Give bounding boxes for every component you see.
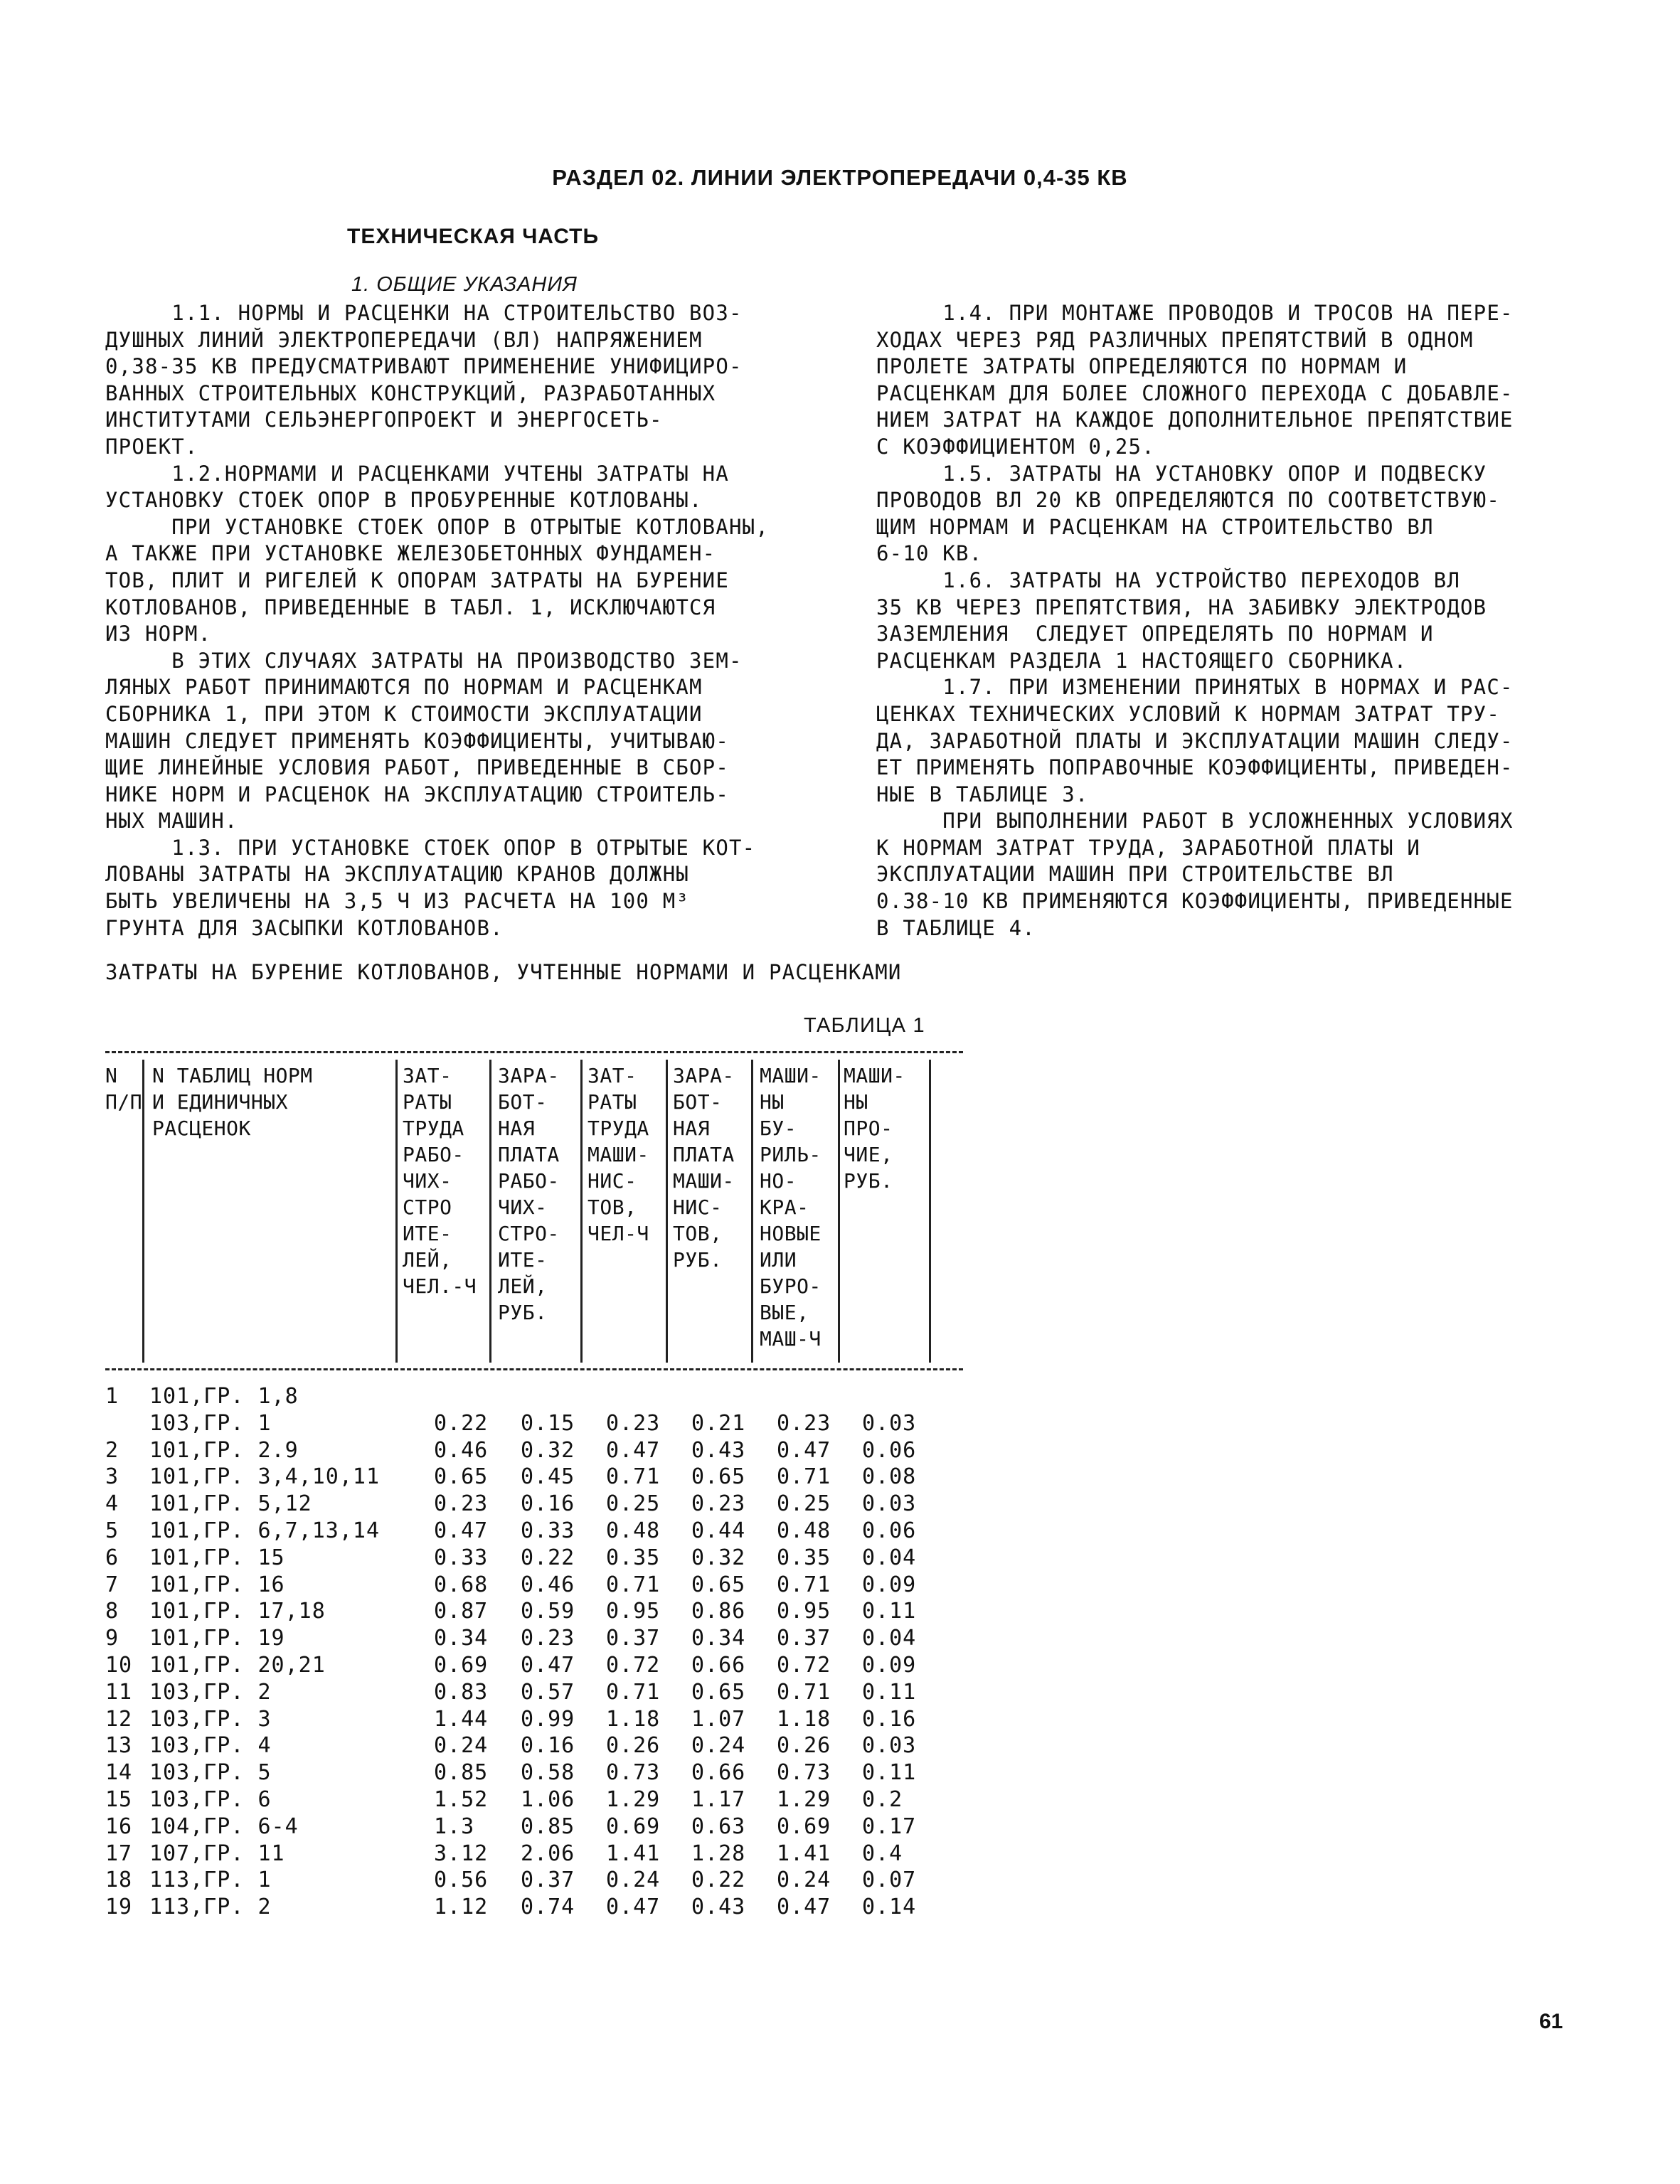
- row-value: 0.22: [434, 1410, 489, 1436]
- section-title: РАЗДЕЛ 02. ЛИНИИ ЭЛЕКТРОПЕРЕДАЧИ 0,4-35 КВ: [552, 165, 1128, 190]
- row-value: 0.73: [606, 1760, 661, 1786]
- text-line: 35 КВ ЧЕРЕЗ ПРЕПЯТСТВИЯ, НА ЗАБИВКУ ЭЛЕКТРОДОВ: [876, 595, 1487, 619]
- row-value: 0.16: [862, 1706, 917, 1732]
- row-value: 0.08: [862, 1464, 917, 1490]
- row-value: 0.63: [691, 1813, 746, 1839]
- row-value: 1.3: [434, 1813, 475, 1839]
- table-header-cell: ЗАРА- БОТ- НАЯ ПЛАТА МАШИ- НИС- ТОВ, РУБ.: [673, 1064, 735, 1272]
- row-reference: 101,ГР. 20,21: [149, 1653, 326, 1678]
- general-instructions-heading: 1. ОБЩИЕ УКАЗАНИЯ: [351, 273, 578, 296]
- row-value: 0.2: [862, 1787, 903, 1812]
- table-caption: ЗАТРАТЫ НА БУРЕНИЕ КОТЛОВАНОВ, УЧТЕННЫЕ НОРМАМИ И РАСЦЕНКАМИ: [105, 960, 902, 984]
- text-line: А ТАКЖЕ ПРИ УСТАНОВКЕ ЖЕЛЕЗОБЕТОННЫХ ФУНДАМЕН-: [105, 541, 716, 566]
- table-row: [105, 1680, 973, 1707]
- text-line: ИЗ НОРМ.: [105, 622, 212, 646]
- row-value: 0.72: [777, 1653, 831, 1678]
- row-number: 4: [105, 1491, 119, 1517]
- row-value: 0.74: [521, 1895, 575, 1920]
- table-row: [105, 1707, 973, 1734]
- table-column-separator: [142, 1060, 144, 1363]
- row-number: 5: [105, 1518, 119, 1543]
- left-text-column: [105, 300, 817, 942]
- text-line: ЦЕНКАХ ТЕХНИЧЕСКИХ УСЛОВИЙ К НОРМАМ ЗАТРАТ ТРУ-: [876, 701, 1500, 726]
- row-value: 0.58: [521, 1760, 575, 1786]
- page-number: 61: [1539, 2010, 1563, 2033]
- row-number: 16: [105, 1813, 133, 1839]
- row-value: 0.23: [434, 1491, 489, 1517]
- text-line: МАШИН СЛЕДУЕТ ПРИМЕНЯТЬ КОЭФФИЦИЕНТЫ, УЧИТЫВАЮ-: [105, 728, 729, 753]
- text-line: ХОДАХ ЧЕРЕЗ РЯД РАЗЛИЧНЫХ ПРЕПЯТСТВИЙ В ОДНОМ: [876, 327, 1474, 352]
- text-line: ГРУНТА ДЛЯ ЗАСЫПКИ КОТЛОВАНОВ.: [105, 915, 504, 940]
- table-header-cell: МАШИ- НЫ ПРО- ЧИЕ, РУБ.: [844, 1064, 905, 1193]
- text-line: ПРИ УСТАНОВКЕ СТОЕК ОПОР В ОТРЫТЫЕ КОТЛОВАНЫ,: [105, 514, 769, 539]
- row-value: 0.85: [521, 1813, 575, 1839]
- table-row: [105, 1787, 973, 1814]
- row-value: 0.99: [521, 1706, 575, 1732]
- row-value: 1.41: [606, 1841, 661, 1866]
- row-value: 0.34: [434, 1626, 489, 1651]
- table-row: [105, 1760, 973, 1787]
- row-number: 8: [105, 1599, 119, 1624]
- table-label: ТАБЛИЦА 1: [804, 1014, 925, 1037]
- row-value: 0.57: [521, 1679, 575, 1705]
- row-value: 2.06: [521, 1841, 575, 1866]
- text-line: ДА, ЗАРАБОТНОЙ ПЛАТЫ И ЭКСПЛУАТАЦИИ МАШИН СЛЕДУ-: [876, 728, 1514, 753]
- row-value: 0.47: [434, 1518, 489, 1543]
- row-value: 0.86: [691, 1599, 746, 1624]
- row-value: 0.32: [521, 1437, 575, 1463]
- row-value: 0.23: [521, 1626, 575, 1651]
- text-line: ЛОВАНЫ ЗАТРАТЫ НА ЭКСПЛУАТАЦИЮ КРАНОВ ДОЛЖНЫ: [105, 862, 690, 887]
- row-value: 0.65: [691, 1572, 746, 1597]
- text-line: ЭКСПЛУАТАЦИИ МАШИН ПРИ СТРОИТЕЛЬСТВЕ ВЛ: [876, 862, 1394, 887]
- row-value: 0.56: [434, 1868, 489, 1893]
- table-row: [105, 1841, 973, 1868]
- text-line: ПРОЛЕТЕ ЗАТРАТЫ ОПРЕДЕЛЯЮТСЯ ПО НОРМАМ И: [876, 354, 1408, 379]
- row-value: 0.06: [862, 1437, 917, 1463]
- table-row: [105, 1599, 973, 1626]
- text-line: НЫХ МАШИН.: [105, 809, 238, 833]
- row-value: 0.71: [777, 1464, 831, 1490]
- table-row: [105, 1895, 973, 1922]
- row-value: 1.29: [606, 1787, 661, 1812]
- text-line: НИКЕ НОРМ И РАСЦЕНОК НА ЭКСПЛУАТАЦИЮ СТРОИТЕЛЬ-: [105, 782, 729, 806]
- row-value: 0.04: [862, 1545, 917, 1570]
- row-value: 1.52: [434, 1787, 489, 1812]
- row-value: 0.69: [777, 1813, 831, 1839]
- table-column-separator: [489, 1060, 491, 1363]
- row-value: 0.26: [606, 1733, 661, 1759]
- table-row: [105, 1438, 973, 1465]
- row-number: 3: [105, 1464, 119, 1490]
- table-row: [105, 1626, 973, 1653]
- text-line: УСТАНОВКУ СТОЕК ОПОР В ПРОБУРЕННЫЕ КОТЛОВАНЫ.: [105, 488, 703, 513]
- row-value: 0.25: [606, 1491, 661, 1517]
- row-value: 0.47: [777, 1895, 831, 1920]
- row-value: 0.95: [777, 1599, 831, 1624]
- row-value: 0.48: [606, 1518, 661, 1543]
- row-value: 0.09: [862, 1653, 917, 1678]
- row-reference: 101,ГР. 16: [149, 1572, 285, 1597]
- row-value: 1.12: [434, 1895, 489, 1920]
- row-value: 0.07: [862, 1868, 917, 1893]
- row-reference: 101,ГР. 17,18: [149, 1599, 326, 1624]
- row-value: 0.43: [691, 1437, 746, 1463]
- text-line: 1.3. ПРИ УСТАНОВКЕ СТОЕК ОПОР В ОТРЫТЫЕ КОТ-: [105, 835, 756, 860]
- table-header-cell: МАШИ- НЫ БУ- РИЛЬ- НО- КРА- НОВЫЕ ИЛИ БУРО- ВЫЕ, МАШ-Ч: [760, 1064, 822, 1351]
- row-value: 0.65: [691, 1679, 746, 1705]
- table-row: [105, 1464, 973, 1491]
- row-value: 3.12: [434, 1841, 489, 1866]
- table-row: [105, 1384, 973, 1411]
- table-row: [105, 1545, 973, 1572]
- row-value: 0.43: [691, 1895, 746, 1920]
- row-value: 0.71: [606, 1464, 661, 1490]
- row-reference: 101,ГР. 2.9: [149, 1437, 299, 1463]
- row-reference: 113,ГР. 2: [149, 1895, 272, 1920]
- row-number: 7: [105, 1572, 119, 1597]
- table-row: [105, 1868, 973, 1895]
- row-value: 0.03: [862, 1733, 917, 1759]
- row-value: 0.03: [862, 1491, 917, 1517]
- text-line: ЩИМ НОРМАМ И РАСЦЕНКАМ НА СТРОИТЕЛЬСТВО ВЛ: [876, 514, 1434, 539]
- row-value: 0.09: [862, 1572, 917, 1597]
- text-line: В ТАБЛИЦЕ 4.: [876, 915, 1036, 940]
- row-value: 1.06: [521, 1787, 575, 1812]
- row-value: 0.33: [521, 1518, 575, 1543]
- row-reference: 101,ГР. 19: [149, 1626, 285, 1651]
- table-row: [105, 1653, 973, 1680]
- row-number: 11: [105, 1679, 133, 1705]
- row-value: 0.14: [862, 1895, 917, 1920]
- text-line: 1.7. ПРИ ИЗМЕНЕНИИ ПРИНЯТЫХ В НОРМАХ И РАС-: [876, 675, 1514, 700]
- table-row: [105, 1491, 973, 1518]
- row-value: 0.65: [434, 1464, 489, 1490]
- row-reference: 103,ГР. 4: [149, 1733, 272, 1759]
- row-reference: 103,ГР. 3: [149, 1706, 272, 1732]
- row-value: 0.66: [691, 1653, 746, 1678]
- text-line: НИЕМ ЗАТРАТ НА КАЖДОЕ ДОПОЛНИТЕЛЬНОЕ ПРЕПЯТСТВИЕ: [876, 407, 1514, 432]
- table-row: [105, 1411, 973, 1438]
- row-value: 1.17: [691, 1787, 746, 1812]
- row-value: 0.23: [691, 1491, 746, 1517]
- text-line: ПРИ ВЫПОЛНЕНИИ РАБОТ В УСЛОЖНЕННЫХ УСЛОВИЯХ: [876, 809, 1514, 833]
- row-value: 0.04: [862, 1626, 917, 1651]
- row-value: 0.26: [777, 1733, 831, 1759]
- row-value: 0.35: [777, 1545, 831, 1570]
- row-value: 1.44: [434, 1706, 489, 1732]
- row-value: 0.65: [691, 1464, 746, 1490]
- row-value: 0.37: [606, 1626, 661, 1651]
- row-value: 0.11: [862, 1599, 917, 1624]
- text-line: НЫЕ В ТАБЛИЦЕ 3.: [876, 782, 1089, 806]
- row-value: 0.59: [521, 1599, 575, 1624]
- row-value: 0.35: [606, 1545, 661, 1570]
- row-reference: 101,ГР. 15: [149, 1545, 285, 1570]
- row-number: 12: [105, 1706, 133, 1732]
- row-value: 0.4: [862, 1841, 903, 1866]
- table-top-rule: [105, 1051, 963, 1053]
- text-line: 1.4. ПРИ МОНТАЖЕ ПРОВОДОВ И ТРОСОВ НА ПЕРЕ-: [876, 301, 1514, 325]
- row-value: 0.87: [434, 1599, 489, 1624]
- text-line: 1.1. НОРМЫ И РАСЦЕНКИ НА СТРОИТЕЛЬСТВО ВОЗ-: [105, 301, 743, 325]
- row-value: 0.11: [862, 1679, 917, 1705]
- table-column-separator: [838, 1060, 840, 1363]
- text-line: РАСЦЕНКАМ ДЛЯ БОЛЕЕ СЛОЖНОГО ПЕРЕХОДА С ДОБАВЛЕ-: [876, 380, 1514, 405]
- row-reference: 103,ГР. 1: [149, 1410, 272, 1436]
- text-line: С КОЭФФИЦИЕНТОМ 0,25.: [876, 434, 1155, 459]
- table-header-cell: ЗАТ- РАТЫ ТРУДА РАБО- ЧИХ- СТРО ИТЕ- ЛЕЙ, ЧЕЛ.-Ч: [403, 1064, 477, 1298]
- table-column-separator: [395, 1060, 398, 1363]
- row-reference: 101,ГР. 1,8: [149, 1384, 299, 1409]
- right-text-column: [876, 300, 1588, 942]
- text-line: ПРОВОДОВ ВЛ 20 КВ ОПРЕДЕЛЯЮТСЯ ПО СООТВЕТСТВУЮ-: [876, 488, 1500, 513]
- row-value: 0.71: [777, 1572, 831, 1597]
- row-value: 0.48: [777, 1518, 831, 1543]
- row-value: 0.44: [691, 1518, 746, 1543]
- row-reference: 101,ГР. 5,12: [149, 1491, 312, 1517]
- row-number: 1: [105, 1384, 119, 1409]
- row-value: 0.83: [434, 1679, 489, 1705]
- row-number: 19: [105, 1895, 133, 1920]
- text-line: ДУШНЫХ ЛИНИЙ ЭЛЕКТРОПЕРЕДАЧИ (ВЛ) НАПРЯЖЕНИЕМ: [105, 327, 703, 352]
- text-line: 0,38-35 КВ ПРЕДУСМАТРИВАЮТ ПРИМЕНЕНИЕ УНИФИЦИРО-: [105, 354, 743, 379]
- row-value: 1.41: [777, 1841, 831, 1866]
- row-reference: 103,ГР. 6: [149, 1787, 272, 1812]
- row-number: 13: [105, 1733, 133, 1759]
- row-value: 1.28: [691, 1841, 746, 1866]
- row-value: 0.33: [434, 1545, 489, 1570]
- row-value: 0.69: [434, 1653, 489, 1678]
- row-number: 10: [105, 1653, 133, 1678]
- text-line: ПРОЕКТ.: [105, 434, 198, 459]
- row-value: 0.11: [862, 1760, 917, 1786]
- row-value: 0.37: [521, 1868, 575, 1893]
- row-value: 0.66: [691, 1760, 746, 1786]
- row-value: 1.18: [777, 1706, 831, 1732]
- row-value: 0.24: [606, 1868, 661, 1893]
- row-value: 0.24: [777, 1868, 831, 1893]
- text-line: СБОРНИКА 1, ПРИ ЭТОМ К СТОИМОСТИ ЭКСПЛУАТАЦИИ: [105, 701, 703, 726]
- row-reference: 107,ГР. 11: [149, 1841, 285, 1866]
- row-reference: 104,ГР. 6-4: [149, 1813, 299, 1839]
- row-number: 9: [105, 1626, 119, 1651]
- row-value: 0.24: [691, 1733, 746, 1759]
- text-line: ИНСТИТУТАМИ СЕЛЬЭНЕРГОПРОЕКТ И ЭНЕРГОСЕТЬ-: [105, 407, 663, 432]
- text-line: ЛЯНЫХ РАБОТ ПРИНИМАЮТСЯ ПО НОРМАМ И РАСЦЕНКАМ: [105, 675, 703, 700]
- row-value: 0.16: [521, 1733, 575, 1759]
- table-column-separator: [929, 1060, 931, 1363]
- row-value: 0.47: [521, 1653, 575, 1678]
- row-reference: 103,ГР. 5: [149, 1760, 272, 1786]
- row-value: 0.72: [606, 1653, 661, 1678]
- row-value: 0.23: [777, 1410, 831, 1436]
- text-line: 6-10 КВ.: [876, 541, 983, 566]
- table-row: [105, 1572, 973, 1599]
- row-number: 14: [105, 1760, 133, 1786]
- row-value: 0.71: [606, 1679, 661, 1705]
- text-line: ВАННЫХ СТРОИТЕЛЬНЫХ КОНСТРУКЦИЙ, РАЗРАБОТАННЫХ: [105, 380, 716, 405]
- technical-part-heading: ТЕХНИЧЕСКАЯ ЧАСТЬ: [347, 225, 600, 248]
- row-value: 0.69: [606, 1813, 661, 1839]
- row-value: 0.22: [691, 1868, 746, 1893]
- text-line: 1.6. ЗАТРАТЫ НА УСТРОЙСТВО ПЕРЕХОДОВ ВЛ: [876, 568, 1461, 592]
- table-header-rule: [105, 1368, 963, 1370]
- text-line: КОТЛОВАНОВ, ПРИВЕДЕННЫЕ В ТАБЛ. 1, ИСКЛЮЧАЮТСЯ: [105, 595, 716, 619]
- row-value: 0.46: [521, 1572, 575, 1597]
- row-value: 0.15: [521, 1410, 575, 1436]
- text-line: БЫТЬ УВЕЛИЧЕНЫ НА 3,5 Ч ИЗ РАСЧЕТА НА 100 М³: [105, 889, 690, 914]
- text-line: К НОРМАМ ЗАТРАТ ТРУДА, ЗАРАБОТНОЙ ПЛАТЫ И: [876, 835, 1421, 860]
- row-number: 2: [105, 1437, 119, 1463]
- text-line: РАСЦЕНКАМ РАЗДЕЛА 1 НАСТОЯЩЕГО СБОРНИКА.: [876, 648, 1408, 673]
- row-value: 0.21: [691, 1410, 746, 1436]
- row-value: 0.71: [777, 1679, 831, 1705]
- row-reference: 113,ГР. 1: [149, 1868, 272, 1893]
- row-value: 0.03: [862, 1410, 917, 1436]
- row-number: 6: [105, 1545, 119, 1570]
- table-row: [105, 1733, 973, 1760]
- row-value: 0.23: [606, 1410, 661, 1436]
- row-value: 0.95: [606, 1599, 661, 1624]
- row-reference: 103,ГР. 2: [149, 1679, 272, 1705]
- row-value: 1.18: [606, 1706, 661, 1732]
- table-row: [105, 1814, 973, 1841]
- row-value: 0.32: [691, 1545, 746, 1570]
- row-value: 0.45: [521, 1464, 575, 1490]
- row-value: 0.71: [606, 1572, 661, 1597]
- row-value: 0.22: [521, 1545, 575, 1570]
- table-row: [105, 1518, 973, 1545]
- row-number: 18: [105, 1868, 133, 1893]
- table-header-cell: ЗАТ- РАТЫ ТРУДА МАШИ- НИС- ТОВ, ЧЕЛ-Ч: [588, 1064, 649, 1245]
- text-line: ЕТ ПРИМЕНЯТЬ ПОПРАВОЧНЫЕ КОЭФФИЦИЕНТЫ, ПРИВЕДЕН-: [876, 755, 1514, 780]
- row-value: 1.07: [691, 1706, 746, 1732]
- row-number: 15: [105, 1787, 133, 1812]
- row-value: 0.37: [777, 1626, 831, 1651]
- row-value: 0.06: [862, 1518, 917, 1543]
- text-line: 1.2.НОРМАМИ И РАСЦЕНКАМИ УЧТЕНЫ ЗАТРАТЫ НА: [105, 461, 729, 486]
- row-reference: 101,ГР. 3,4,10,11: [149, 1464, 381, 1490]
- row-value: 0.47: [606, 1895, 661, 1920]
- row-value: 0.16: [521, 1491, 575, 1517]
- row-reference: 101,ГР. 6,7,13,14: [149, 1518, 381, 1543]
- text-line: ЩИЕ ЛИНЕЙНЫЕ УСЛОВИЯ РАБОТ, ПРИВЕДЕННЫЕ В СБОР-: [105, 755, 729, 780]
- table-column-separator: [666, 1060, 668, 1363]
- row-value: 0.73: [777, 1760, 831, 1786]
- table-header-cell: N ТАБЛИЦ НОРМ И ЕДИНИЧНЫХ РАСЦЕНОК: [152, 1064, 313, 1140]
- text-line: ЗАЗЕМЛЕНИЯ СЛЕДУЕТ ОПРЕДЕЛЯТЬ ПО НОРМАМ И: [876, 622, 1434, 646]
- row-value: 0.17: [862, 1813, 917, 1839]
- text-line: 0.38-10 КВ ПРИМЕНЯЮТСЯ КОЭФФИЦИЕНТЫ, ПРИВЕДЕННЫЕ: [876, 889, 1514, 914]
- row-value: 0.47: [606, 1437, 661, 1463]
- row-value: 0.47: [777, 1437, 831, 1463]
- table-header-cell: N П/П: [105, 1064, 143, 1114]
- row-value: 0.24: [434, 1733, 489, 1759]
- table-column-separator: [580, 1060, 583, 1363]
- table-column-separator: [751, 1060, 753, 1363]
- table-header-cell: ЗАРА- БОТ- НАЯ ПЛАТА РАБО- ЧИХ- СТРО- ИТЕ- ЛЕЙ, РУБ.: [498, 1064, 560, 1324]
- row-value: 0.85: [434, 1760, 489, 1786]
- row-number: 17: [105, 1841, 133, 1866]
- text-line: В ЭТИХ СЛУЧАЯХ ЗАТРАТЫ НА ПРОИЗВОДСТВО ЗЕМ-: [105, 648, 743, 673]
- row-value: 0.25: [777, 1491, 831, 1517]
- text-line: ТОВ, ПЛИТ И РИГЕЛЕЙ К ОПОРАМ ЗАТРАТЫ НА БУРЕНИЕ: [105, 568, 729, 592]
- text-line: 1.5. ЗАТРАТЫ НА УСТАНОВКУ ОПОР И ПОДВЕСКУ: [876, 461, 1487, 486]
- row-value: 0.68: [434, 1572, 489, 1597]
- row-value: 1.29: [777, 1787, 831, 1812]
- row-value: 0.34: [691, 1626, 746, 1651]
- row-value: 0.46: [434, 1437, 489, 1463]
